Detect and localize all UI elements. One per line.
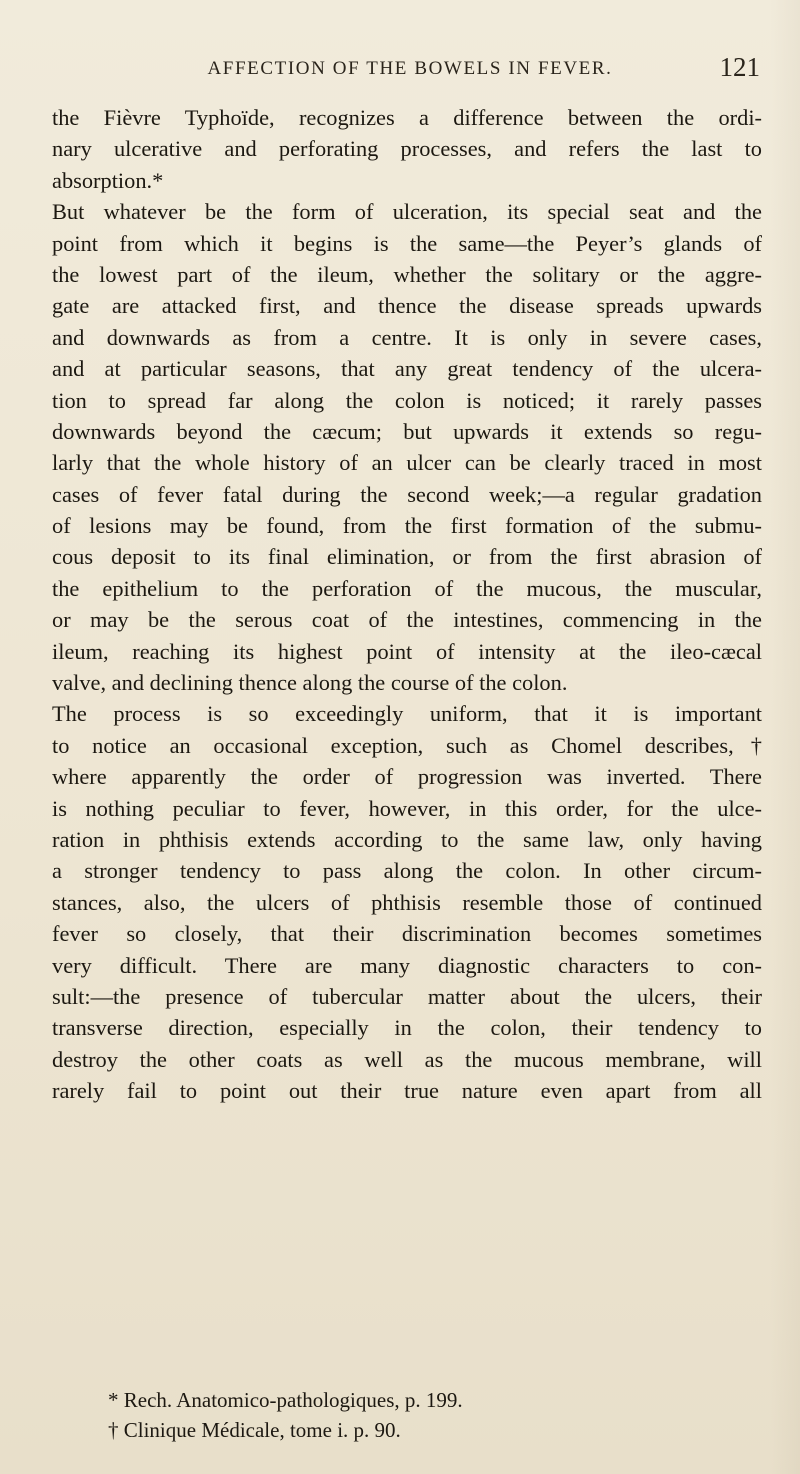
page-number: 121 (719, 52, 760, 82)
text-line: cous deposit to its final elimination, or from the first abrasion of (52, 544, 762, 570)
text-line: where apparently the order of progression was inverted. There (52, 764, 762, 790)
text-line: point from which it begins is the same—the Peyer’s glands of (52, 230, 762, 256)
text-line: is nothing peculiar to fever, however, in this order, for the ulce- (52, 795, 762, 821)
text-line: rarely fail to point out their true nature even apart from all (52, 1078, 762, 1104)
text-line: larly that the whole history of an ulcer can be clearly traced in most (52, 450, 762, 476)
text-line: the epithelium to the perforation of the mucous, the muscular, (52, 575, 762, 601)
text-line: to notice an occasional exception, such as Chomel describes,† (52, 732, 762, 758)
text-line: sult:—the presence of tubercular matter about the ulcers, their (52, 983, 762, 1009)
text-line: valve, and declining thence along the course of the colon. (52, 670, 568, 696)
text-line: tion to spread far along the colon is noticed; it rarely passes (52, 387, 762, 413)
text-line: absorption.* (52, 167, 164, 193)
text-line: But whatever be the form of ulceration, its special seat and the (52, 199, 762, 225)
text-line: transverse direction, especially in the colon, their tendency to (52, 1015, 762, 1041)
text-line: the lowest part of the ileum, whether the solitary or the aggre- (52, 261, 762, 287)
text-line: gate are attacked first, and thence the disease spreads upwards (52, 293, 762, 319)
text-line: The process is so exceedingly uniform, that it is important (52, 701, 762, 727)
text-line: of lesions may be found, from the first formation of the submu- (52, 513, 762, 539)
text-line: downwards beyond the cæcum; but upwards it extends so regu- (52, 418, 762, 444)
footnote: † Clinique Médicale, tome i. p. 90. (108, 1418, 401, 1442)
text-line: and at particular seasons, that any great tendency of the ulcera- (52, 356, 762, 382)
text-line: ileum, reaching its highest point of intensity at the ileo-cæcal (52, 638, 762, 664)
text-line: and downwards as from a centre. It is only in severe cases, (52, 324, 762, 350)
footnotes (52, 1385, 762, 1445)
text-line: ration in phthisis extends according to the same law, only having (52, 826, 762, 852)
body-text (52, 102, 762, 1107)
text-line: fever so closely, that their discrimination becomes sometimes (52, 921, 762, 947)
text-line: cases of fever fatal during the second week;—a regular gradation (52, 481, 762, 507)
text-line: or may be the serous coat of the intestines, commencing in the (52, 607, 762, 633)
text-line: a stronger tendency to pass along the colon. In other circum- (52, 858, 762, 884)
running-head (60, 52, 760, 98)
text-line: nary ulcerative and perforating processes, and refers the last to (52, 136, 762, 162)
text-line: stances, also, the ulcers of phthisis resemble those of continued (52, 889, 762, 915)
text-line: destroy the other coats as well as the mucous membrane, will (52, 1046, 762, 1072)
text-line: the Fièvre Typhoïde, recognizes a difference between the ordi- (52, 105, 762, 130)
footnote: * Rech. Anatomico-pathologiques, p. 199. (108, 1388, 463, 1412)
page-edge-shadow (770, 0, 800, 1474)
running-head-title: AFFECTION OF THE BOWELS IN FEVER. (207, 58, 613, 79)
text-line: very difficult. There are many diagnostic characters to con- (52, 952, 762, 978)
